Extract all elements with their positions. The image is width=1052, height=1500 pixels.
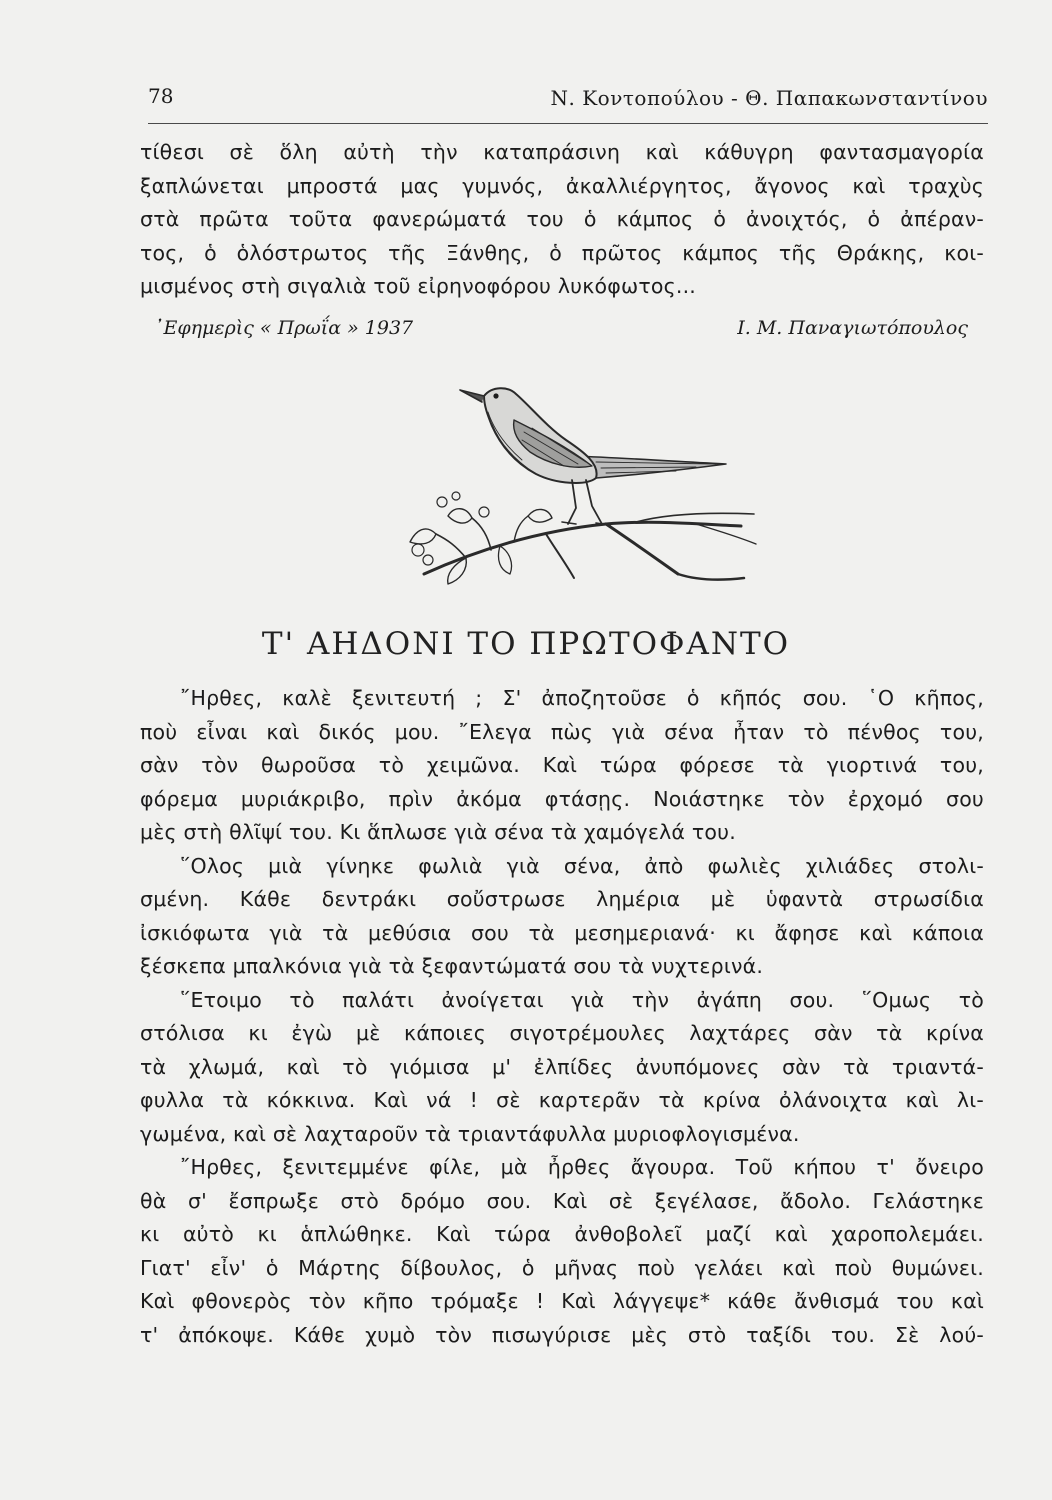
text-line: ἰσκιόφωτα γιὰ τὰ μεθύσια σου τὰ μεσημεριανά· κι ἄφησε καὶ κάποια: [140, 920, 984, 945]
text-line: ποὺ εἶναι καὶ δικός μου. ῎Ελεγα πὼς γιὰ σένα ἦταν τὸ πένθος του,: [140, 719, 984, 744]
essay-body: [140, 682, 984, 1352]
credit-line: [148, 317, 968, 347]
text-line: ξέσκεπα μπαλκόνια γιὰ τὰ ξεφαντώματά σου τὰ νυχτερινά.: [140, 954, 764, 978]
credit-author: Ι. Μ. Παναγιωτόπουλος: [737, 317, 968, 339]
page-number: 78: [148, 84, 174, 108]
running-head: Ν. Κοντοπούλου - Θ. Παπακωνσταντίνου: [550, 86, 988, 110]
text-line: σὰν τὸν θωροῦσα τὸ χειμῶνα. Καὶ τώρα φόρεσε τὰ γιορτινά του,: [140, 753, 984, 777]
text-line: τίθεσι σὲ ὅλη αὐτὴ τὴν καταπράσινη καὶ κάθυγρη φαντασμαγορία: [140, 140, 984, 164]
text-line: στὰ πρῶτα τοῦτα φανερώματά του ὁ κάμπος ὁ ἀνοιχτός, ὁ ἀπέραν-: [140, 207, 984, 231]
section-title: Τ' ΑΗΔΟΝΙ ΤΟ ΠΡΩΤΟΦΑΝΤΟ: [261, 626, 791, 662]
text-line: ξαπλώνεται μπροστά μας γυμνός, ἀκαλλιέργητος, ἄγονος καὶ τραχὺς: [140, 173, 984, 198]
nightingale-on-branch-icon: [396, 374, 776, 614]
text-line: στόλισα κι ἐγὼ μὲ κάποιες σιγοτρέμουλες λαχτάρες σὰν τὰ κρίνα: [140, 1021, 984, 1045]
credit-source: ᾿Εφημερὶς « Πρωΐα » 1937: [154, 317, 414, 339]
text-line: τὰ χλωμά, καὶ τὸ γιόμισα μ' ἐλπίδες ἀνυπόμονες σὰν τὰ τριαντά-: [140, 1054, 984, 1079]
text-line: κι αὐτὸ κι ἁπλώθηκε. Καὶ τώρα ἀνθοβολεῖ μαζί καὶ χαροπολεμάει.: [140, 1222, 984, 1246]
text-line: φόρεμα μυριάκριβο, πρὶν ἀκόμα φτάσῃς. Νοιάστηκε τὸν ἐρχομό σου: [140, 786, 984, 811]
text-line: θὰ σ' ἔσπρωξε στὸ δρόμο σου. Καὶ σὲ ξεγέλασε, ἄδολο. Γελάστηκε: [140, 1188, 984, 1213]
text-line: γωμένα, καὶ σὲ λαχταροῦν τὰ τριαντάφυλλα μυριοφλογισμένα.: [140, 1121, 800, 1146]
text-line: σμένη. Κάθε δεντράκι σοὔστρωσε λημέρια μὲ ὑφαντὰ στρωσίδια: [140, 887, 984, 911]
text-line: μὲς στὴ θλῖψί του. Κι ἅπλωσε γιὰ σένα τὰ χαμόγελά του.: [140, 820, 736, 844]
intro-paragraph: [140, 136, 984, 304]
page-header: [148, 84, 988, 118]
text-line: ῞Ετοιμο τὸ παλάτι ἀνοίγεται γιὰ τὴν ἀγάπη σου. ῞Ομως τὸ: [180, 987, 984, 1012]
text-line: τος, ὁ ὁλόστρωτος τῆς Ξάνθης, ὁ πρῶτος κάμπος τῆς Θράκης, κοι-: [140, 240, 984, 265]
text-line: ῎Ηρθες, ξενιτεμμένε φίλε, μὰ ἦρθες ἄγουρα. Τοῦ κήπου τ' ὄνειρο: [180, 1155, 984, 1179]
text-line: φυλλα τὰ κόκκινα. Καὶ νά ! σὲ καρτερᾶν τὰ κρίνα ὀλάνοιχτα καὶ λι-: [140, 1088, 984, 1112]
text-line: Γιατ' εἶν' ὁ Μάρτης δίβουλος, ὁ μῆνας ποὺ γελάει καὶ ποὺ θυμώνει.: [140, 1255, 984, 1280]
text-line: μισμένος στὴ σιγαλιὰ τοῦ εἰρηνοφόρου λυκόφωτος...: [140, 274, 697, 298]
text-line: ῞Ολος μιὰ γίνηκε φωλιὰ γιὰ σένα, ἀπὸ φωλιὲς χιλιάδες στολι-: [180, 853, 984, 878]
text-line: Καὶ φθονερὸς τὸν κῆπο τρόμαξε ! Καὶ λάγγεψε* κάθε ἄνθισμά του καὶ: [140, 1289, 984, 1313]
header-rule: [148, 123, 988, 124]
text-line: τ' ἀπόκοψε. Κάθε χυμὸ τὸν πισωγύρισε μὲς στὸ ταξίδι του. Σὲ λού-: [140, 1322, 984, 1347]
text-line: ῎Ηρθες, καλὲ ξενιτευτή ; Σ' ἀποζητοῦσε ὁ κῆπός σου. ῾Ο κῆπος,: [180, 686, 984, 710]
